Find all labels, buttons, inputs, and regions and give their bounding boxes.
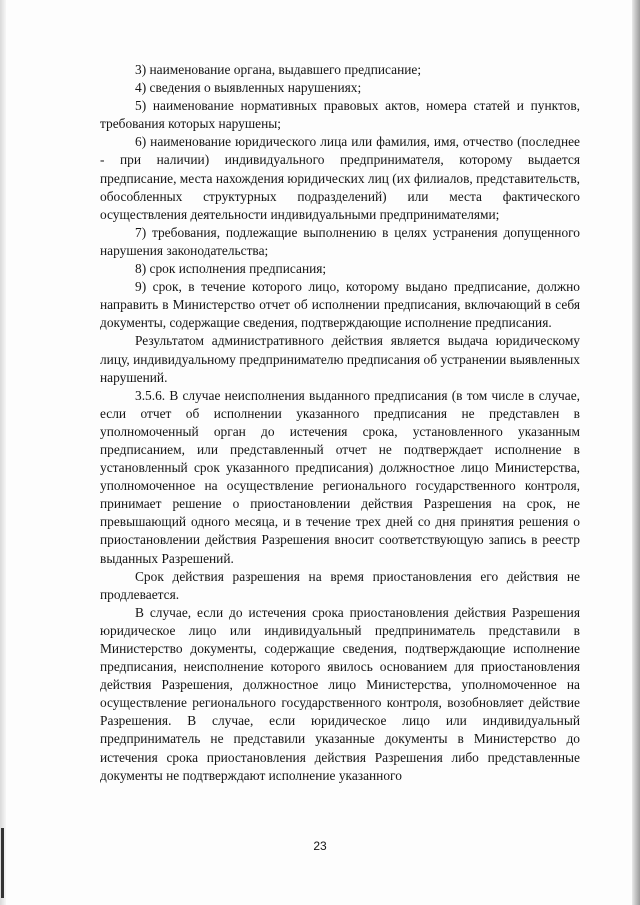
list-item-9: 9) срок, в течение которого лицо, которому выдано предписание, должно направить в Министерство отчет об исполнении предписания, включающий в себя документы, содержащие сведения, подтверждающие исполнение предписания. [100, 279, 580, 331]
validity-paragraph: Срок действия разрешения на время приостановления его действия не продлевается. [100, 568, 580, 602]
list-item-5: 5) наименование нормативных правовых актов, номера статей и пунктов, требования которых нарушены; [100, 98, 580, 132]
result-paragraph: Результатом административного действия является выдача юридическому лицу, индивидуальному предпринимателю предписания об устранении выявленных нарушений. [100, 333, 580, 385]
list-item-7: 7) требования, подлежащие выполнению в целях устранения допущенного нарушения законодательства; [100, 224, 580, 258]
list-item-6: 6) наименование юридического лица или фамилия, имя, отчество (последнее - при наличии) индивидуального предпринимателя, которому выдается предписание, места нахождения юридических лиц (их филиалов, представительств, обособленных структурных подразделений) или места фактического осуществления деятельности индивидуальными предпринимателями; [100, 134, 580, 222]
scan-edge-right [632, 0, 640, 905]
list-item-4: 4) сведения о выявленных нарушениях; [135, 80, 362, 96]
resumption-paragraph: В случае, если до истечения срока приостановления действия Разрешения юридическое лицо или индивидуальный предприниматель представили в Министерство документы, содержащие сведения, подтверждающие исполнение предписания, неисполнение которого явилось основанием для приостановления действия Разрешения, должностное лицо Министерства, уполномоченное на осуществление регионального государственного контроля, возобновляет действие Разрешения. В случае, если юридическое лицо или индивидуальный предприниматель не представили указанные документы в Министерство до истечения срока приостановления действия Разрешения либо представленные документы не подтверждают исполнение указанного [100, 604, 580, 783]
scan-edge-left [0, 0, 6, 905]
section-3-5-6-paragraph: 3.5.6. В случае неисполнения выданного предписания (в том числе в случае, если отчет об исполнении указанного предписания не представлен в уполномоченный орган до истечения срока, установленного указанным предписанием, или представленный отчет не подтверждает исполнение в установленный срок указанного предписания) должностное лицо Министерства, уполномоченное на осуществление регионального государственного контроля, принимает решение о приостановлении действия Разрешения на срок, не превышающий одного месяца, и в течение трех дней со дня принятия решения о приостановлении действия Разрешения вносит соответствующую запись в реестр выданных Разрешений. [100, 387, 580, 566]
page-number: 23 [313, 839, 327, 853]
document-body [100, 61, 580, 785]
list-item-3: 3) наименование органа, выдавшего предписание; [135, 62, 422, 77]
list-item-8: 8) срок исполнения предписания; [135, 261, 327, 277]
